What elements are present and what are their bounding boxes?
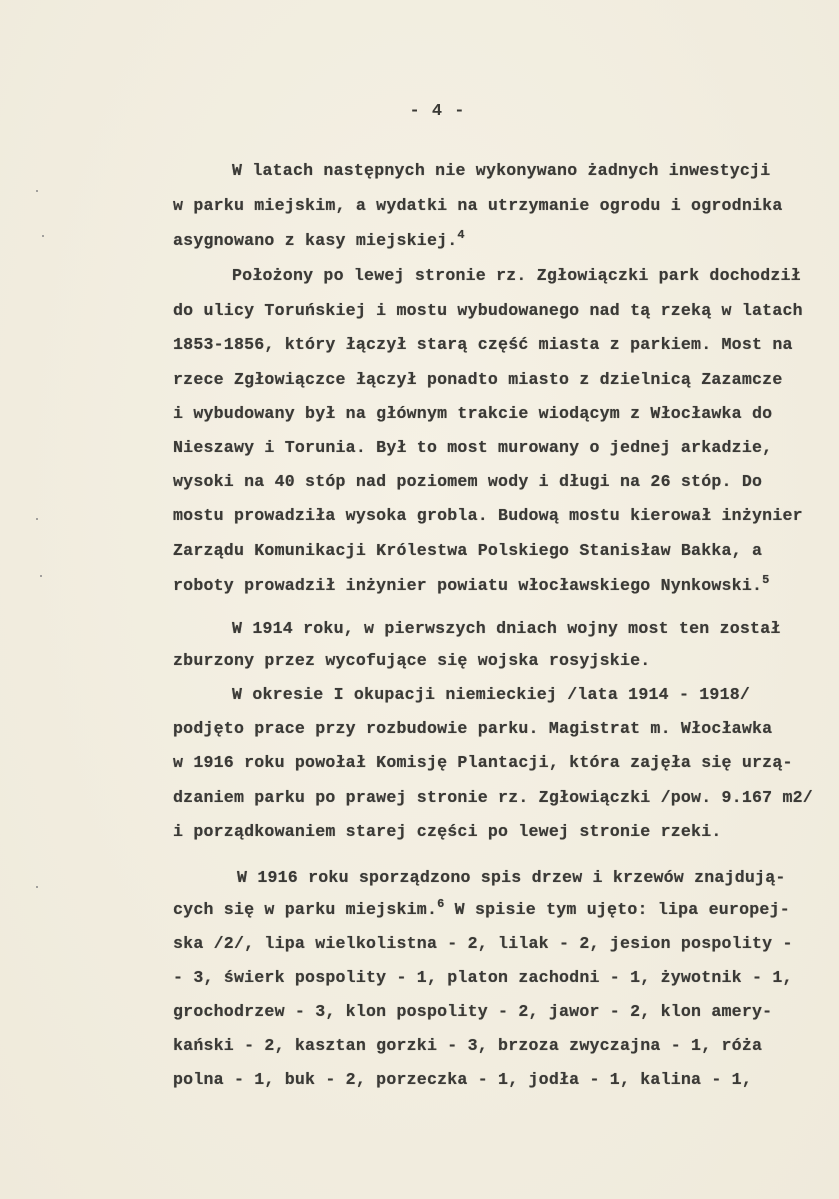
text-line [232, 266, 801, 285]
line-text: grochodrzew - 3, klon pospolity - 2, jawor - 2, klon amery- [173, 1002, 773, 1021]
text-line [173, 335, 793, 354]
line-text: W latach następnych nie wykonywano żadnych inwestycji [232, 161, 771, 180]
line-text: zburzony przez wycofujące się wojska rosyjskie. [173, 651, 651, 670]
text-line [173, 370, 782, 389]
line-text: i wybudowany był na głównym trakcie wiodącym z Włocławka do [173, 404, 773, 423]
line-text: w parku miejskim, a wydatki na utrzymanie ogrodu i ogrodnika [173, 196, 783, 215]
line-text: rzece Zgłowiączce łączył ponadto miasto z dzielnicą Zazamcze [173, 370, 783, 389]
line-text: podjęto prace przy rozbudowie parku. Magistrat m. Włocławka [173, 719, 773, 738]
text-line [173, 541, 762, 560]
line-text: 1853-1856, który łączył starą część miasta z parkiem. Most na [173, 335, 793, 354]
text-line [173, 506, 803, 525]
margin-mark [36, 190, 38, 192]
text-line [173, 228, 465, 250]
line-text: mostu prowadziła wysoka grobla. Budową mostu kierował inżynier [173, 506, 803, 525]
page-number: - 4 - [409, 102, 466, 121]
line-text: Nieszawy i Torunia. Był to most murowany o jednej arkadzie, [173, 438, 773, 457]
line-text: ska /2/, lipa wielkolistna - 2, lilak - 2, jesion pospolity - [173, 934, 793, 953]
text-line [173, 822, 722, 841]
text-line [173, 301, 803, 320]
text-line [173, 438, 772, 457]
margin-mark [42, 235, 44, 237]
line-text: Zarządu Komunikacji Królestwa Polskiego Stanisław Bakka, a [173, 541, 763, 560]
line-text: i porządkowaniem starej części po lewej stronie rzeki. [173, 822, 722, 841]
text-line [173, 719, 772, 738]
line-text-continued: W spisie tym ujęto: lipa europej- [444, 900, 790, 919]
footnote-reference: 4 [457, 228, 465, 242]
line-text: - 3, świerk pospolity - 1, platon zachodni - 1, żywotnik - 1, [173, 968, 793, 987]
line-text: Położony po lewej stronie rz. Zgłowiączki park dochodził [232, 266, 801, 285]
line-text: W okresie I okupacji niemieckiej /lata 1914 - 1918/ [232, 685, 751, 704]
line-text: w 1916 roku powołał Komisję Plantacji, która zajęła się urzą- [173, 753, 793, 772]
text-line [173, 753, 793, 772]
text-line [173, 934, 793, 953]
line-text: wysoki na 40 stóp nad poziomem wody i długi na 26 stóp. Do [173, 472, 763, 491]
text-line [173, 788, 813, 807]
line-text: W 1916 roku sporządzono spis drzew i krzewów znajdują- [237, 868, 786, 887]
text-line [232, 619, 781, 638]
line-text: do ulicy Toruńskiej i mostu wybudowanego nad tą rzeką w latach [173, 301, 803, 320]
text-line [173, 651, 650, 670]
text-line [173, 196, 782, 215]
margin-mark [36, 518, 38, 520]
line-text: kański - 2, kasztan gorzki - 3, brzoza zwyczajna - 1, róża [173, 1036, 763, 1055]
text-line [173, 1070, 752, 1089]
footnote-reference: 6 [437, 897, 445, 911]
text-line [237, 868, 786, 887]
text-line [173, 404, 772, 423]
footnote-reference: 5 [762, 573, 770, 587]
text-line [173, 897, 790, 919]
line-text: dzaniem parku po prawej stronie rz. Zgłowiączki /pow. 9.167 m2/ [173, 788, 813, 807]
text-line [173, 573, 770, 595]
text-line [173, 1036, 762, 1055]
margin-mark [40, 575, 42, 577]
text-line [173, 968, 793, 987]
text-line [173, 1002, 772, 1021]
text-line [173, 472, 762, 491]
line-text: cych się w parku miejskim. [173, 900, 438, 919]
line-text: polna - 1, buk - 2, porzeczka - 1, jodła - 1, kalina - 1, [173, 1070, 752, 1089]
margin-mark [36, 886, 38, 888]
line-text: roboty prowadził inżynier powiatu włocławskiego Nynkowski. [173, 576, 763, 595]
line-text: W 1914 roku, w pierwszych dniach wojny most ten został [232, 619, 781, 638]
text-line [232, 685, 750, 704]
text-line [232, 161, 770, 180]
line-text: asygnowano z kasy miejskiej. [173, 231, 458, 250]
